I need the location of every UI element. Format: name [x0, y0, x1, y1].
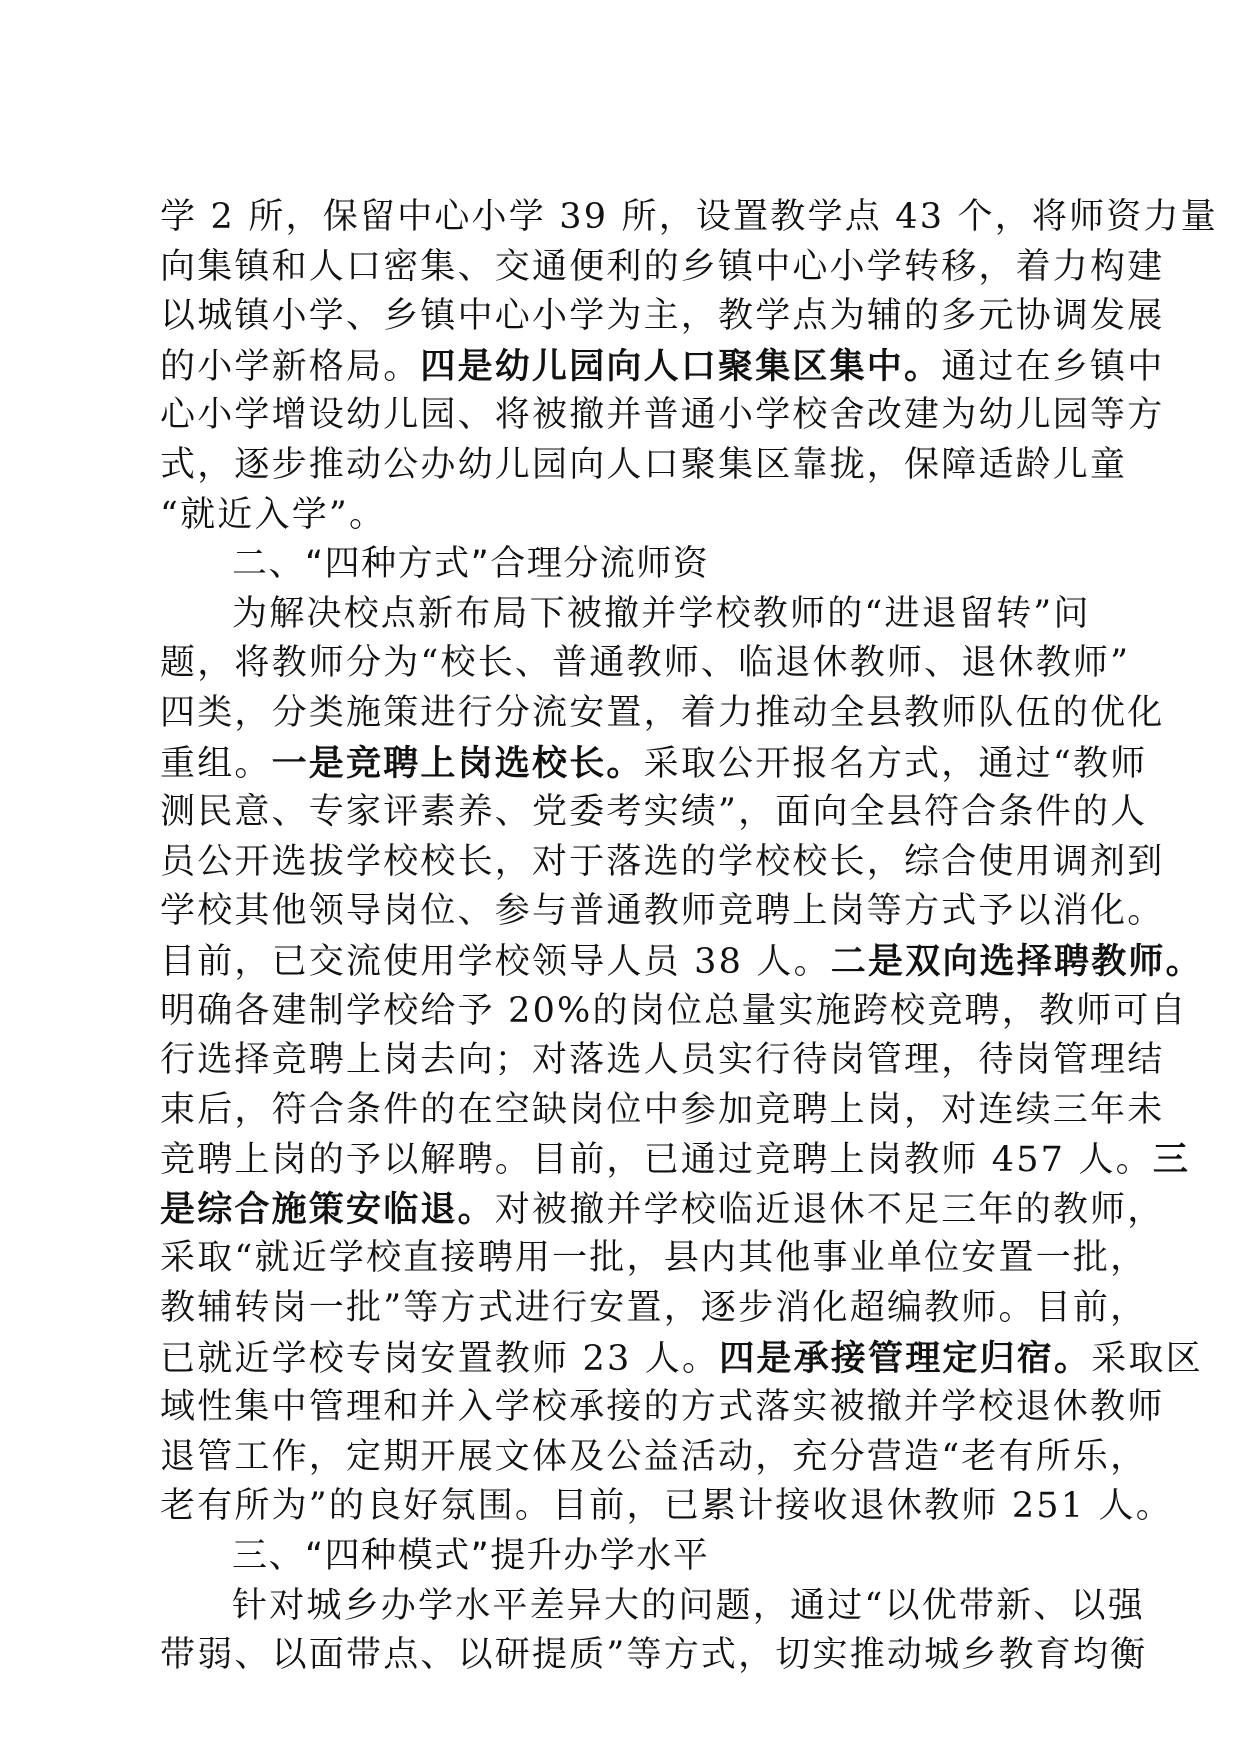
bold-text-run: 四是幼儿园向人口聚集区集中。: [420, 345, 942, 387]
text-line: [160, 1036, 1165, 1086]
section-heading: [160, 1532, 1080, 1582]
text-run: 心小学增设幼儿园、将被撤并普通小学校舍改建为幼儿园等方: [160, 395, 1165, 436]
text-line: [160, 1284, 1148, 1334]
text-line: [160, 193, 1218, 243]
text-run: 教辅转岗一批”等方式进行安置，逐步消化超编教师。目前，: [160, 1288, 1148, 1329]
text-run: 式，逐步推动公办幼儿园向人口聚集区靠拢，保障适龄儿童: [160, 444, 1128, 485]
text-run: 采取公开报名方式，通过“教师: [643, 743, 1148, 784]
heading-text: 三、“四种模式”提升办学水平: [232, 1536, 710, 1577]
text-line: [160, 590, 1091, 640]
text-line: [160, 342, 1165, 392]
text-line: [160, 1482, 1173, 1532]
text-line: [160, 887, 1165, 937]
text-run: 向集镇和人口密集、交通便利的乡镇中心小学转移，着力构建: [160, 246, 1165, 287]
text-run: 的小学新格局。: [160, 346, 421, 387]
text-line: [160, 243, 1165, 293]
document-page: [160, 193, 1218, 1681]
text-run: 通过在乡镇中: [941, 346, 1165, 387]
bold-text-run: 四是承接管理定归宿。: [719, 1337, 1092, 1379]
section-heading: [160, 540, 1080, 590]
text-line: [160, 1086, 1165, 1136]
text-run: 已就近学校专岗安置教师 23 人。: [160, 1338, 720, 1379]
text-line: [160, 639, 1131, 689]
text-line: [160, 1631, 1148, 1681]
text-line: [160, 441, 1128, 491]
text-line: [160, 1135, 1191, 1185]
text-run: 重组。: [160, 743, 272, 784]
text-run: 退管工作，定期开展文体及公益活动，充分营造“老有所乐，: [160, 1436, 1148, 1477]
text-run: 四类，分类施策进行分流安置，着力推动全县教师队伍的优化: [160, 692, 1165, 733]
text-run: 以城镇小学、乡镇中心小学为主，教学点为辅的多元协调发展: [160, 296, 1165, 337]
text-run: 为解决校点新布局下被撤并学校教师的“进退留转”问: [232, 593, 1091, 634]
text-line: [160, 937, 1203, 987]
text-line: [160, 1334, 1203, 1384]
text-run: 题，将教师分为“校长、普通教师、临退休教师、退休教师”: [160, 643, 1131, 684]
text-run: 域性集中管理和并入学校承接的方式落实被撤并学校退休教师: [160, 1387, 1165, 1428]
text-line: [160, 689, 1165, 739]
text-line: [160, 838, 1165, 888]
text-run: 员公开选拔学校校长，对于落选的学校校长，综合使用调剂到: [160, 841, 1165, 882]
bold-text-run: 是综合施策安临退。: [160, 1188, 495, 1230]
text-line: [160, 391, 1165, 441]
text-run: 老有所为”的良好氛围。目前，已累计接收退休教师 251 人。: [160, 1486, 1173, 1527]
heading-text: 二、“四种方式”合理分流师资: [232, 544, 710, 585]
text-line: [160, 987, 1188, 1037]
text-run: 对被撤并学校临近退休不足三年的教师，: [494, 1189, 1165, 1230]
text-run: 采取“就近学校直接聘用一批，县内其他事业单位安置一批，: [160, 1238, 1148, 1279]
text-run: 束后，符合条件的在空缺岗位中参加竞聘上岗，对连续三年未: [160, 1089, 1165, 1130]
text-run: 采取区: [1091, 1338, 1203, 1379]
text-line: [160, 788, 1148, 838]
text-line: [160, 1185, 1165, 1235]
text-run: 针对城乡办学水平差异大的问题，通过“以优带新、以强: [232, 1585, 1145, 1626]
text-line: [160, 1433, 1148, 1483]
text-run: 明确各建制学校给予 20%的岗位总量实施跨校竞聘，教师可自: [160, 990, 1188, 1031]
text-line: [160, 491, 1080, 541]
text-run: 目前，已交流使用学校领导人员 38 人。: [160, 941, 831, 982]
bold-text-run: 一是竞聘上岗选校长。: [271, 742, 644, 784]
text-line: [160, 1234, 1148, 1284]
bold-text-run: 三: [1152, 1139, 1191, 1181]
text-run: 带弱、以面带点、以研提质”等方式，切实推动城乡教育均衡: [160, 1635, 1148, 1676]
text-run: 学校其他领导岗位、参与普通教师竞聘上岗等方式予以消化。: [160, 891, 1165, 932]
text-line: [160, 739, 1148, 789]
text-run: 测民意、专家评素养、党委考实绩”，面向全县符合条件的人: [160, 792, 1148, 833]
text-run: 竞聘上岗的予以解聘。目前，已通过竞聘上岗教师 457 人。: [160, 1140, 1153, 1181]
bold-text-run: 二是双向选择聘教师。: [830, 940, 1203, 982]
text-line: [160, 1582, 1145, 1632]
text-line: [160, 292, 1165, 342]
text-run: 学 2 所，保留中心小学 39 所，设置教学点 43 个，将师资力量: [160, 197, 1218, 237]
text-line: [160, 1383, 1165, 1433]
text-run: 行选择竞聘上岗去向；对落选人员实行待岗管理，待岗管理结: [160, 1040, 1165, 1081]
text-run: “就近入学”。: [160, 494, 387, 535]
